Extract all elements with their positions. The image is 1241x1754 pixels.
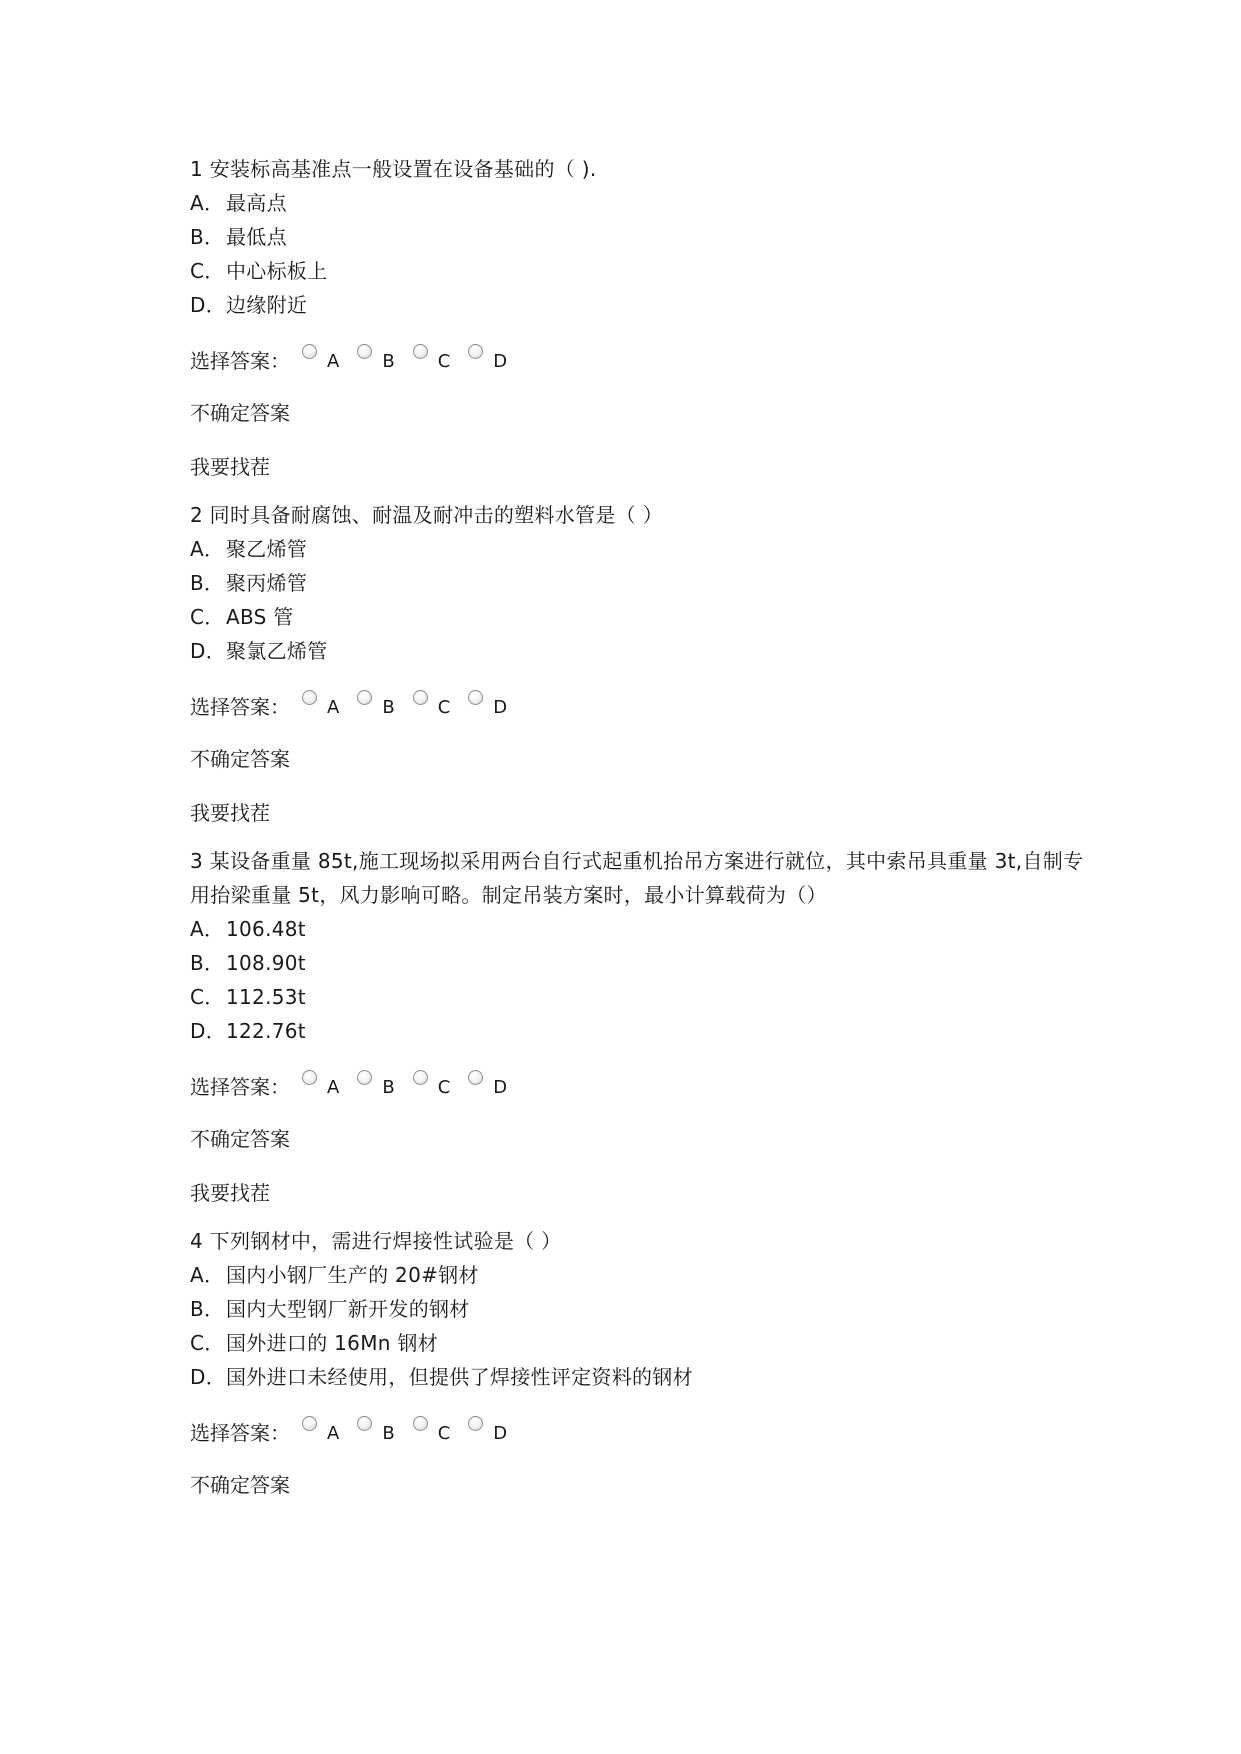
radio-label-c: C (437, 696, 451, 718)
answer-selector (190, 688, 1090, 722)
answer-label: 选择答案： (190, 348, 290, 373)
option-c (190, 980, 1090, 1014)
option-b (190, 220, 1090, 254)
unsure-answer-link[interactable]: 不确定答案 (190, 747, 290, 771)
radio-a[interactable] (302, 1416, 317, 1431)
radio-label-a: A (327, 696, 340, 718)
radio-c[interactable] (413, 1416, 428, 1431)
option-letter: A． (190, 917, 225, 941)
option-letter: C． (190, 985, 225, 1009)
question-stem: 2 同时具备耐腐蚀、耐温及耐冲击的塑料水管是（ ） (190, 503, 663, 527)
radio-label-c: C (437, 1422, 451, 1444)
radio-c[interactable] (413, 344, 428, 359)
option-text: 聚丙烯管 (226, 571, 308, 595)
radio-b[interactable] (357, 344, 372, 359)
option-a (190, 1258, 1090, 1292)
radio-c[interactable] (413, 690, 428, 705)
unsure-answer-link[interactable]: 不确定答案 (190, 1127, 290, 1151)
option-b (190, 946, 1090, 980)
option-text: 国外进口未经使用，但提供了焊接性评定资料的钢材 (226, 1365, 693, 1389)
answer-selector (190, 342, 1090, 376)
radio-label-a: A (327, 1422, 340, 1444)
option-b (190, 566, 1090, 600)
option-text: 中心标板上 (226, 259, 328, 283)
option-letter: D． (190, 1365, 227, 1389)
radio-label-c: C (437, 1076, 451, 1098)
radio-label-d: D (493, 1076, 508, 1098)
option-text: 最高点 (226, 191, 287, 215)
option-text: 国内大型钢厂新开发的钢材 (226, 1297, 470, 1321)
find-fault-link[interactable]: 我要找茬 (190, 1181, 270, 1205)
option-letter: A． (190, 1263, 225, 1287)
answer-selector (190, 1414, 1090, 1448)
radio-a[interactable] (302, 690, 317, 705)
option-d (190, 1360, 1090, 1394)
option-text: 聚乙烯管 (226, 537, 308, 561)
option-letter: B． (190, 225, 225, 249)
radio-group (302, 349, 507, 370)
answer-label: 选择答案： (190, 694, 290, 719)
option-c (190, 600, 1090, 634)
option-text: ABS 管 (226, 605, 294, 629)
option-b (190, 1292, 1090, 1326)
radio-label-d: D (493, 1422, 508, 1444)
option-text: 112.53t (226, 985, 306, 1009)
unsure-answer-link[interactable]: 不确定答案 (190, 1473, 290, 1497)
option-text: 边缘附近 (226, 293, 308, 317)
question-4 (190, 1224, 1090, 1502)
radio-a[interactable] (302, 1070, 317, 1085)
option-text: 最低点 (226, 225, 287, 249)
radio-d[interactable] (468, 1070, 483, 1085)
radio-c[interactable] (413, 1070, 428, 1085)
option-text: 国内小钢厂生产的 20#钢材 (226, 1263, 479, 1287)
option-a (190, 186, 1090, 220)
option-c (190, 1326, 1090, 1360)
radio-a[interactable] (302, 344, 317, 359)
radio-b[interactable] (357, 1070, 372, 1085)
radio-label-c: C (437, 350, 451, 372)
radio-label-d: D (493, 350, 508, 372)
option-letter: D． (190, 293, 227, 317)
answer-label: 选择答案： (190, 1420, 290, 1445)
option-letter: C． (190, 1331, 225, 1355)
radio-label-d: D (493, 696, 508, 718)
radio-d[interactable] (468, 1416, 483, 1431)
answer-selector (190, 1068, 1090, 1102)
question-stem: 4 下列钢材中，需进行焊接性试验是（ ） (190, 1229, 562, 1253)
question-stem: 3 某设备重量 85t,施工现场拟采用两台自行式起重机抬吊方案进行就位，其中索吊具重量 3t,自制专用抬梁重量 5t，风力影响可略。制定吊装方案时，最小计算载荷为（） (190, 849, 1084, 907)
question-1 (190, 152, 1090, 484)
find-fault-link[interactable]: 我要找茬 (190, 801, 270, 825)
option-letter: B． (190, 1297, 225, 1321)
radio-d[interactable] (468, 344, 483, 359)
radio-label-b: B (382, 1076, 395, 1098)
option-text: 聚氯乙烯管 (226, 639, 328, 663)
radio-label-a: A (327, 350, 340, 372)
find-fault-link[interactable]: 我要找茬 (190, 455, 270, 479)
unsure-answer-link[interactable]: 不确定答案 (190, 401, 290, 425)
question-stem: 1 安装标高基准点一般设置在设备基础的（ ). (190, 157, 597, 181)
option-d (190, 288, 1090, 322)
option-d (190, 1014, 1090, 1048)
radio-label-a: A (327, 1076, 340, 1098)
option-letter: C． (190, 259, 225, 283)
option-letter: B． (190, 951, 225, 975)
option-text: 122.76t (226, 1019, 306, 1043)
option-c (190, 254, 1090, 288)
radio-d[interactable] (468, 690, 483, 705)
radio-b[interactable] (357, 690, 372, 705)
radio-label-b: B (382, 350, 395, 372)
option-letter: A． (190, 191, 225, 215)
option-letter: D． (190, 639, 227, 663)
option-letter: A． (190, 537, 225, 561)
option-letter: C． (190, 605, 225, 629)
radio-label-b: B (382, 1422, 395, 1444)
radio-b[interactable] (357, 1416, 372, 1431)
option-text: 106.48t (226, 917, 306, 941)
answer-label: 选择答案： (190, 1074, 290, 1099)
question-page (190, 152, 1090, 1502)
option-text: 国外进口的 16Mn 钢材 (226, 1331, 438, 1355)
question-3 (190, 844, 1090, 1210)
option-letter: B． (190, 571, 225, 595)
option-a (190, 912, 1090, 946)
option-text: 108.90t (226, 951, 306, 975)
radio-group (302, 1421, 507, 1442)
radio-label-b: B (382, 696, 395, 718)
option-letter: D． (190, 1019, 227, 1043)
question-2 (190, 498, 1090, 830)
radio-group (302, 695, 507, 716)
radio-group (302, 1075, 507, 1096)
option-d (190, 634, 1090, 668)
option-a (190, 532, 1090, 566)
